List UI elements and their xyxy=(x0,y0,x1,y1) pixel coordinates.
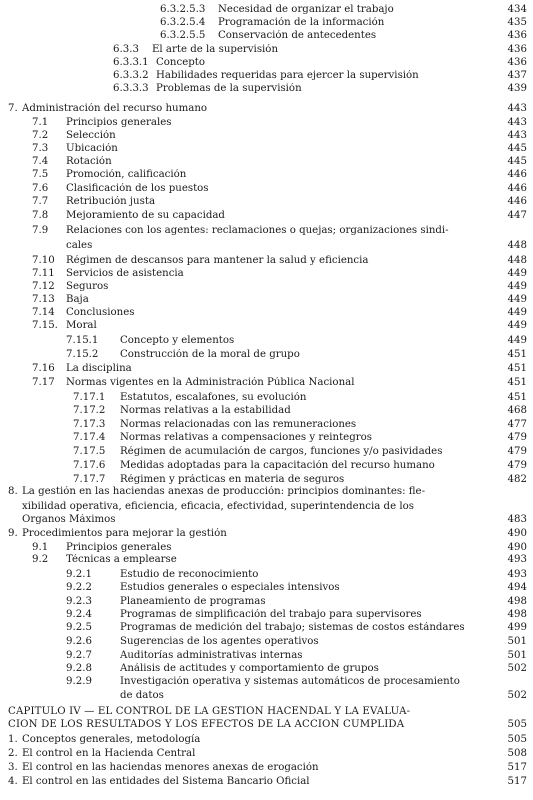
page-number: 508 xyxy=(507,748,527,759)
section-number: 6.3.3.3 xyxy=(113,83,149,94)
toc-entry xyxy=(0,117,533,129)
entry-title: La gestión en las haciendas anexas de producción: principios dominantes: fle- xyxy=(22,486,426,497)
entry-title: Programas de simplificación del trabajo para supervisores xyxy=(120,609,422,620)
page-number: 446 xyxy=(507,183,527,194)
page-number: 439 xyxy=(507,83,527,94)
entry-title: Problemas de la supervisión xyxy=(156,83,302,94)
entry-title: Procedimientos para mejorar la gestión xyxy=(22,528,227,539)
entry-title: Régimen de descansos para mantener la salud y eficiencia xyxy=(66,255,369,266)
toc-entry xyxy=(0,569,533,581)
entry-title: Técnicas a emplearse xyxy=(66,554,177,565)
toc-entry xyxy=(0,57,533,69)
page-number: 449 xyxy=(507,268,527,279)
page-number: 490 xyxy=(507,542,527,553)
page-number: 449 xyxy=(507,335,527,346)
page-number: 505 xyxy=(507,734,527,745)
page-number: 451 xyxy=(507,392,527,403)
page-number: 517 xyxy=(507,776,527,787)
toc-entry xyxy=(0,542,533,554)
toc-entry xyxy=(0,582,533,594)
entry-title: Habilidades requeridas para ejercer la supervisión xyxy=(156,70,419,81)
toc-entry xyxy=(0,70,533,82)
toc-entry xyxy=(0,734,533,746)
section-number: 9.2 xyxy=(32,554,49,565)
toc-entry xyxy=(0,419,533,431)
page-number: 502 xyxy=(507,690,527,701)
page-number: 477 xyxy=(507,419,527,430)
section-number: 2. xyxy=(8,748,18,759)
toc-entry xyxy=(0,255,533,267)
page-number: 479 xyxy=(507,446,527,457)
page-number: 479 xyxy=(507,432,527,443)
section-number: 7.9 xyxy=(32,225,49,236)
section-number: 9.2.6 xyxy=(66,636,92,647)
toc-entry xyxy=(0,676,533,688)
section-number: 7.17.6 xyxy=(73,460,106,471)
toc-entry xyxy=(0,17,533,29)
toc-entry xyxy=(0,130,533,142)
entry-title: Mejoramiento de su capacidad xyxy=(66,210,225,221)
entry-title: Normas relativas a compensaciones y reintegros xyxy=(120,432,372,443)
section-number: 9.2.9 xyxy=(66,676,92,687)
page-number: 505 xyxy=(507,719,527,730)
entry-title: Selección xyxy=(66,130,116,141)
page-number: 498 xyxy=(507,596,527,607)
entry-title: Baja xyxy=(66,294,89,305)
entry-title: Estatutos, escalafones, su evolución xyxy=(120,392,307,403)
section-number: 7.17.1 xyxy=(73,392,106,403)
page-number: 448 xyxy=(507,255,527,266)
toc-entry xyxy=(0,307,533,319)
toc-entry xyxy=(0,486,533,498)
page-number: 446 xyxy=(507,169,527,180)
toc-entry xyxy=(0,405,533,417)
toc-entry xyxy=(0,762,533,774)
page-number: 482 xyxy=(507,474,527,485)
section-number: 7.13 xyxy=(32,294,55,305)
section-number: 7.4 xyxy=(32,156,49,167)
entry-title: El control en la Hacienda Central xyxy=(22,748,196,759)
section-number: 7.3 xyxy=(32,143,49,154)
entry-title: Principios generales xyxy=(66,542,172,553)
section-number: 7.15. xyxy=(32,320,58,331)
section-number: 9.2.3 xyxy=(66,596,92,607)
entry-title: Programación de la información xyxy=(218,17,385,28)
entry-title: Clasificación de los puestos xyxy=(66,183,209,194)
entry-title: Rotación xyxy=(66,156,112,167)
toc-entry xyxy=(0,636,533,648)
section-number: 7.14 xyxy=(32,307,55,318)
toc-entry xyxy=(0,196,533,208)
section-number: 9.2.1 xyxy=(66,569,92,580)
section-number: 7.15.2 xyxy=(66,349,99,360)
section-number: 7.10 xyxy=(32,255,55,266)
section-number: 7.17.4 xyxy=(73,432,106,443)
section-number: 7.17.3 xyxy=(73,419,106,430)
section-number: 6.3.3 xyxy=(113,44,139,55)
page-number: 468 xyxy=(507,405,527,416)
section-number: 7.2 xyxy=(32,130,49,141)
page-number: 445 xyxy=(507,143,527,154)
section-number: 7.17.2 xyxy=(73,405,106,416)
toc-entry xyxy=(0,528,533,540)
page-number: 449 xyxy=(507,294,527,305)
page-number: 501 xyxy=(507,650,527,661)
section-number: 7.5 xyxy=(32,169,49,180)
toc-entry xyxy=(0,240,533,252)
toc-entry xyxy=(0,460,533,472)
page-number: 445 xyxy=(507,156,527,167)
page-number: 449 xyxy=(507,281,527,292)
section-number: 6.3.3.1 xyxy=(113,57,149,68)
entry-title: Investigación operativa y sistemas automáticos de procesamiento xyxy=(120,676,460,687)
toc-entry xyxy=(0,609,533,621)
toc-entry xyxy=(0,650,533,662)
toc-entry xyxy=(0,143,533,155)
toc-entry xyxy=(0,281,533,293)
entry-title: Conceptos generales, metodología xyxy=(22,734,201,745)
section-number: 9. xyxy=(8,528,18,539)
section-number: 3. xyxy=(8,762,18,773)
entry-title: Régimen y prácticas en materia de seguros xyxy=(120,474,345,485)
toc-entry xyxy=(0,554,533,566)
toc-entry xyxy=(0,44,533,56)
section-number: 4. xyxy=(8,776,18,787)
entry-title: Normas relacionadas con las remuneraciones xyxy=(120,419,357,430)
section-number: 9.2.2 xyxy=(66,582,92,593)
toc-entry xyxy=(0,210,533,222)
page-number: 447 xyxy=(507,210,527,221)
toc-entry xyxy=(0,320,533,332)
toc-entry xyxy=(0,690,533,702)
entry-title: Construcción de la moral de grupo xyxy=(120,349,300,360)
entry-title: Auditorías administrativas internas xyxy=(120,650,303,661)
entry-title: Necesidad de organizar el trabajo xyxy=(218,4,394,15)
page-number: 449 xyxy=(507,320,527,331)
entry-title: Organos Máximos xyxy=(22,514,116,525)
page-number: 479 xyxy=(507,460,527,471)
entry-title: La disciplina xyxy=(66,363,132,374)
entry-title: Relaciones con los agentes: reclamaciones o quejas; organizaciones sindi- xyxy=(66,225,449,236)
entry-title: Ubicación xyxy=(66,143,118,154)
section-number: 9.2.8 xyxy=(66,663,92,674)
section-number: 6.3.2.5.4 xyxy=(160,17,206,28)
entry-title: Medidas adoptadas para la capacitación del recurso humano xyxy=(120,460,435,471)
toc-entry xyxy=(0,776,533,788)
entry-title: El control en las entidades del Sistema Bancario Oficial xyxy=(22,776,310,787)
toc-entry xyxy=(0,4,533,16)
entry-title: Análisis de actitudes y comportamiento de grupos xyxy=(120,663,379,674)
entry-title: Normas vigentes en la Administración Pública Nacional xyxy=(66,377,355,388)
entry-title: Moral xyxy=(66,320,97,331)
toc-entry xyxy=(0,225,533,237)
toc-entry xyxy=(0,169,533,181)
section-number: 7. xyxy=(8,103,18,114)
section-number: 6.3.2.5.5 xyxy=(160,30,206,41)
section-number: 9.2.5 xyxy=(66,622,92,633)
entry-title: Planeamiento de programas xyxy=(120,596,266,607)
section-number: 7.8 xyxy=(32,210,49,221)
entry-title: Programas de medición del trabajo; sistemas de costos estándares xyxy=(120,622,465,633)
page-number: 498 xyxy=(507,609,527,620)
section-number: 7.12 xyxy=(32,281,55,292)
chapter-title: CAPITULO IV — EL CONTROL DE LA GESTION HACENDAL Y LA EVALUA- xyxy=(8,706,411,717)
page-number: 490 xyxy=(507,528,527,539)
toc-entry xyxy=(0,392,533,404)
page-number: 436 xyxy=(507,30,527,41)
entry-title: El arte de la supervisión xyxy=(152,44,279,55)
toc-entry xyxy=(0,432,533,444)
page-number: 493 xyxy=(507,554,527,565)
entry-title: Administración del recurso humano xyxy=(22,103,208,114)
entry-title: Promoción, calificación xyxy=(66,169,187,180)
page-number: 499 xyxy=(507,622,527,633)
toc-entry xyxy=(0,156,533,168)
page-number: 437 xyxy=(507,70,527,81)
entry-title: Concepto xyxy=(156,57,205,68)
section-number: 9.2.4 xyxy=(66,609,92,620)
entry-title: Normas relativas a la estabilidad xyxy=(120,405,291,416)
section-number: 7.17.5 xyxy=(73,446,106,457)
entry-title: cales xyxy=(66,240,93,251)
section-number: 1. xyxy=(8,734,18,745)
toc-entry xyxy=(0,268,533,280)
page-number: 435 xyxy=(507,17,527,28)
page-number: 501 xyxy=(507,636,527,647)
section-number: 8. xyxy=(8,486,18,497)
page-number: 494 xyxy=(507,582,527,593)
toc-entry xyxy=(0,663,533,675)
toc-entry xyxy=(0,514,533,526)
page-number: 443 xyxy=(507,117,527,128)
toc-entry xyxy=(0,501,533,513)
page-number: 446 xyxy=(507,196,527,207)
entry-title: Estudio de reconocimiento xyxy=(120,569,259,580)
chapter-title: CION DE LOS RESULTADOS Y LOS EFECTOS DE LA ACCION CUMPLIDA xyxy=(8,719,405,730)
page-number: 502 xyxy=(507,663,527,674)
page-number: 443 xyxy=(507,103,527,114)
chapter-heading-line xyxy=(0,706,533,718)
entry-title: Conclusiones xyxy=(66,307,135,318)
chapter-heading-line xyxy=(0,719,533,731)
page-number: 451 xyxy=(507,349,527,360)
page-number: 449 xyxy=(507,307,527,318)
section-number: 7.15.1 xyxy=(66,335,99,346)
toc-entry xyxy=(0,183,533,195)
section-number: 7.16 xyxy=(32,363,55,374)
entry-title: Conservación de antecedentes xyxy=(218,30,377,41)
toc-entry xyxy=(0,349,533,361)
page-number: 451 xyxy=(507,377,527,388)
section-number: 6.3.3.2 xyxy=(113,70,149,81)
entry-title: de datos xyxy=(120,690,164,701)
toc-entry xyxy=(0,474,533,486)
page-number: 434 xyxy=(507,4,527,15)
toc-entry xyxy=(0,335,533,347)
section-number: 9.1 xyxy=(32,542,49,553)
section-number: 6.3.2.5.3 xyxy=(160,4,206,15)
entry-title: Régimen de acumulación de cargos, funciones y/o pasividades xyxy=(120,446,443,457)
entry-title: Concepto y elementos xyxy=(120,335,235,346)
toc-entry xyxy=(0,83,533,95)
page-number: 443 xyxy=(507,130,527,141)
page-number: 493 xyxy=(507,569,527,580)
entry-title: Retribución justa xyxy=(66,196,156,207)
page-number: 517 xyxy=(507,762,527,773)
section-number: 7.11 xyxy=(32,268,55,279)
toc-entry xyxy=(0,294,533,306)
toc-entry xyxy=(0,622,533,634)
page-number: 451 xyxy=(507,363,527,374)
section-number: 9.2.7 xyxy=(66,650,92,661)
toc-entry xyxy=(0,748,533,760)
toc-entry xyxy=(0,446,533,458)
page-number: 436 xyxy=(507,44,527,55)
toc-entry xyxy=(0,103,533,115)
section-number: 7.1 xyxy=(32,117,49,128)
entry-title: xibilidad operativa, eficiencia, eficacia, efectividad, superintendencia de los xyxy=(22,501,414,512)
page-number: 436 xyxy=(507,57,527,68)
entry-title: El control en las haciendas menores anexas de erogación xyxy=(22,762,319,773)
toc-entry xyxy=(0,377,533,389)
page-number: 448 xyxy=(507,240,527,251)
toc-entry xyxy=(0,363,533,375)
section-number: 7.6 xyxy=(32,183,49,194)
entry-title: Seguros xyxy=(66,281,109,292)
toc-entry xyxy=(0,596,533,608)
page-number: 483 xyxy=(507,514,527,525)
section-number: 7.7 xyxy=(32,196,49,207)
section-number: 7.17 xyxy=(32,377,55,388)
entry-title: Principios generales xyxy=(66,117,172,128)
section-number: 7.17.7 xyxy=(73,474,106,485)
toc-entry xyxy=(0,30,533,42)
entry-title: Estudios generales o especiales intensivos xyxy=(120,582,340,593)
entry-title: Sugerencias de los agentes operativos xyxy=(120,636,319,647)
entry-title: Servicios de asistencia xyxy=(66,268,184,279)
